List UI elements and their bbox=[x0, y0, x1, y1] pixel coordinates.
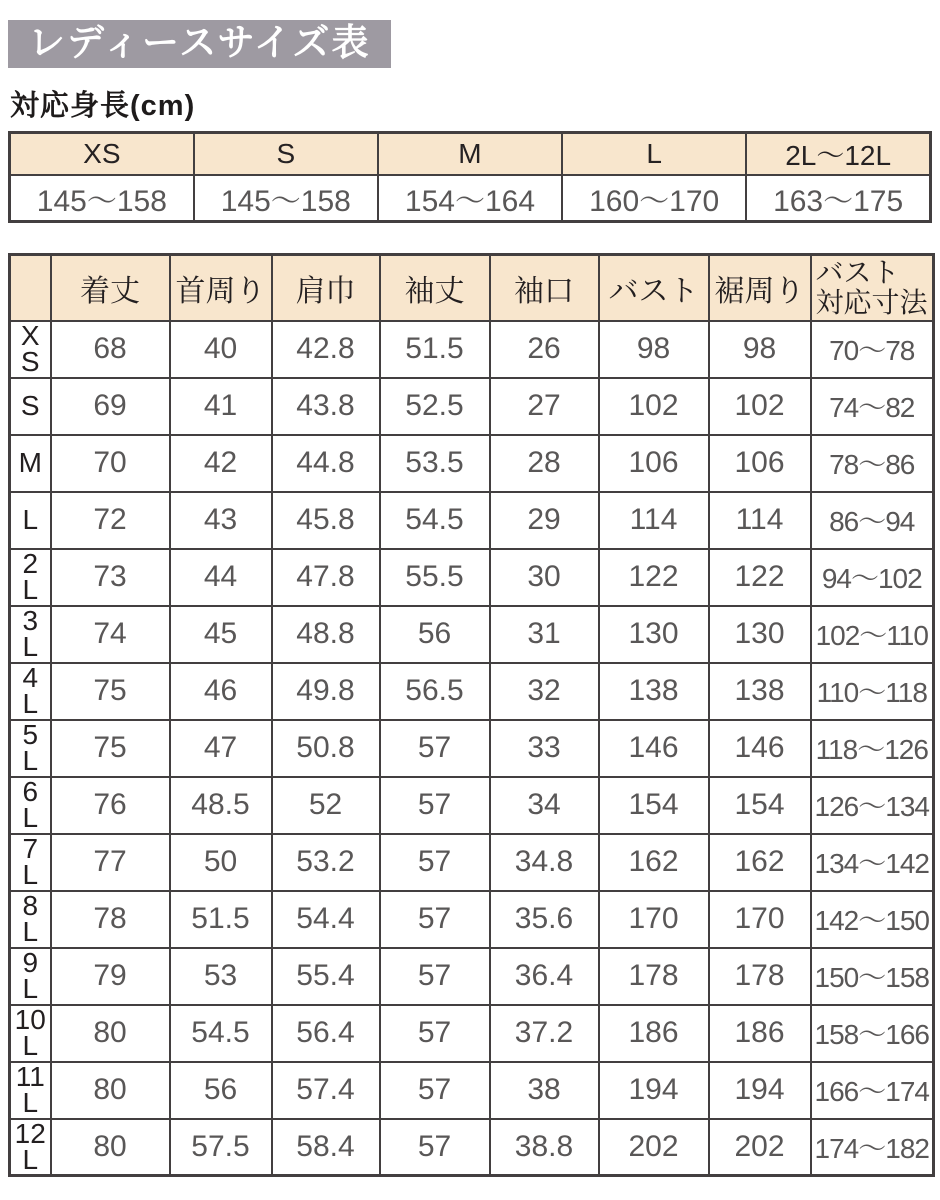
measure-cell: 54.4 bbox=[272, 891, 380, 948]
measure-cell: 138 bbox=[599, 663, 709, 720]
height-size-header: XS bbox=[10, 133, 194, 176]
measure-cell: 78 bbox=[51, 891, 170, 948]
size-label-line: S bbox=[20, 390, 40, 421]
measure-cell: 74 bbox=[51, 606, 170, 663]
measure-cell: 28 bbox=[490, 435, 599, 492]
size-row-label bbox=[10, 606, 51, 663]
measure-cell: 55.4 bbox=[272, 948, 380, 1005]
measure-cell: 77 bbox=[51, 834, 170, 891]
measure-cell: 79 bbox=[51, 948, 170, 1005]
measure-cell: 57 bbox=[380, 1005, 490, 1062]
measure-cell: 73 bbox=[51, 549, 170, 606]
height-range-cell: 145〜158 bbox=[194, 175, 378, 222]
measure-cell: 48.5 bbox=[170, 777, 272, 834]
measure-cell: 150〜158 bbox=[811, 948, 934, 1005]
measure-cell: 162 bbox=[599, 834, 709, 891]
measure-column-header: 首周り bbox=[170, 255, 272, 321]
size-row-label bbox=[10, 777, 51, 834]
size-row bbox=[10, 777, 934, 834]
size-label-line: 9 bbox=[22, 947, 39, 978]
measure-cell: 76 bbox=[51, 777, 170, 834]
size-row bbox=[10, 1119, 934, 1176]
size-row-label bbox=[10, 549, 51, 606]
measure-cell: 126〜134 bbox=[811, 777, 934, 834]
size-label-line: L bbox=[22, 802, 39, 833]
bust-range-column-header bbox=[811, 255, 934, 321]
size-table bbox=[8, 253, 935, 1177]
measure-cell: 170 bbox=[709, 891, 811, 948]
measure-cell: 57 bbox=[380, 777, 490, 834]
measure-cell: 178 bbox=[599, 948, 709, 1005]
size-table-header-row bbox=[10, 255, 934, 321]
measure-cell: 102〜110 bbox=[811, 606, 934, 663]
measure-cell: 32 bbox=[490, 663, 599, 720]
size-row-label bbox=[10, 948, 51, 1005]
measure-cell: 41 bbox=[170, 378, 272, 435]
size-row-label bbox=[10, 378, 51, 435]
bust-header-line: バスト bbox=[815, 256, 900, 288]
measure-cell: 80 bbox=[51, 1119, 170, 1176]
measure-cell: 56.4 bbox=[272, 1005, 380, 1062]
measure-cell: 146 bbox=[709, 720, 811, 777]
measure-cell: 72 bbox=[51, 492, 170, 549]
measure-cell: 55.5 bbox=[380, 549, 490, 606]
measure-cell: 29 bbox=[490, 492, 599, 549]
measure-cell: 56.5 bbox=[380, 663, 490, 720]
measure-cell: 52.5 bbox=[380, 378, 490, 435]
height-table-values-row bbox=[10, 175, 931, 222]
size-label-line: 3 bbox=[22, 605, 39, 636]
measure-cell: 44.8 bbox=[272, 435, 380, 492]
measure-cell: 54.5 bbox=[170, 1005, 272, 1062]
measure-cell: 154 bbox=[599, 777, 709, 834]
measure-cell: 53 bbox=[170, 948, 272, 1005]
measure-cell: 202 bbox=[709, 1119, 811, 1176]
size-label-line: 2 bbox=[22, 548, 39, 579]
size-label-line: M bbox=[18, 447, 42, 478]
measure-cell: 57 bbox=[380, 891, 490, 948]
size-label-line: L bbox=[22, 973, 39, 1004]
measure-cell: 102 bbox=[709, 378, 811, 435]
height-range-cell: 160〜170 bbox=[562, 175, 746, 222]
size-label-line: 5 bbox=[22, 719, 39, 750]
measure-cell: 57.4 bbox=[272, 1062, 380, 1119]
measure-column-header: 袖口 bbox=[490, 255, 599, 321]
size-row-label bbox=[10, 321, 51, 378]
measure-cell: 44 bbox=[170, 549, 272, 606]
measure-cell: 52 bbox=[272, 777, 380, 834]
size-row bbox=[10, 1005, 934, 1062]
size-row bbox=[10, 435, 934, 492]
measure-cell: 56 bbox=[380, 606, 490, 663]
measure-column-header: 着丈 bbox=[51, 255, 170, 321]
height-size-header: S bbox=[194, 133, 378, 176]
measure-cell: 106 bbox=[709, 435, 811, 492]
measure-cell: 68 bbox=[51, 321, 170, 378]
size-table-body bbox=[10, 321, 934, 1176]
measure-cell: 56 bbox=[170, 1062, 272, 1119]
measure-cell: 78〜86 bbox=[811, 435, 934, 492]
measure-cell: 154 bbox=[709, 777, 811, 834]
measure-cell: 110〜118 bbox=[811, 663, 934, 720]
measure-cell: 75 bbox=[51, 720, 170, 777]
measure-cell: 57 bbox=[380, 948, 490, 1005]
size-label-line: L bbox=[22, 1030, 39, 1061]
measure-cell: 102 bbox=[599, 378, 709, 435]
measure-cell: 174〜182 bbox=[811, 1119, 934, 1176]
measure-cell: 70 bbox=[51, 435, 170, 492]
size-row-label bbox=[10, 492, 51, 549]
measure-cell: 34.8 bbox=[490, 834, 599, 891]
measure-cell: 57.5 bbox=[170, 1119, 272, 1176]
page-title: レディースサイズ表 bbox=[8, 20, 391, 68]
measure-cell: 74〜82 bbox=[811, 378, 934, 435]
height-range-cell: 163〜175 bbox=[746, 175, 930, 222]
size-row bbox=[10, 720, 934, 777]
size-row-label bbox=[10, 1062, 51, 1119]
size-label-line: L bbox=[22, 1143, 39, 1175]
measure-cell: 30 bbox=[490, 549, 599, 606]
measure-cell: 186 bbox=[599, 1005, 709, 1062]
size-row bbox=[10, 1062, 934, 1119]
measure-cell: 34 bbox=[490, 777, 599, 834]
size-label-line: L bbox=[22, 504, 39, 535]
measure-cell: 138 bbox=[709, 663, 811, 720]
measure-cell: 170 bbox=[599, 891, 709, 948]
measure-cell: 50 bbox=[170, 834, 272, 891]
measure-cell: 38.8 bbox=[490, 1119, 599, 1176]
measure-cell: 162 bbox=[709, 834, 811, 891]
measure-cell: 45.8 bbox=[272, 492, 380, 549]
size-label-line: 7 bbox=[22, 833, 39, 864]
size-label-line: L bbox=[22, 745, 39, 776]
height-range-cell: 145〜158 bbox=[10, 175, 194, 222]
height-size-header: 2L〜12L bbox=[746, 133, 930, 176]
size-label-line: L bbox=[22, 574, 39, 605]
size-label-line: 11 bbox=[15, 1061, 45, 1092]
measure-cell: 31 bbox=[490, 606, 599, 663]
measure-cell: 75 bbox=[51, 663, 170, 720]
size-row bbox=[10, 834, 934, 891]
measure-cell: 94〜102 bbox=[811, 549, 934, 606]
height-range-cell: 154〜164 bbox=[378, 175, 562, 222]
measure-cell: 106 bbox=[599, 435, 709, 492]
measure-cell: 54.5 bbox=[380, 492, 490, 549]
size-label-line: 6 bbox=[22, 776, 39, 807]
measure-cell: 80 bbox=[51, 1062, 170, 1119]
measure-cell: 47 bbox=[170, 720, 272, 777]
size-label-line: L bbox=[22, 859, 39, 890]
measure-cell: 130 bbox=[709, 606, 811, 663]
measure-cell: 47.8 bbox=[272, 549, 380, 606]
size-row bbox=[10, 549, 934, 606]
measure-cell: 194 bbox=[709, 1062, 811, 1119]
size-label-line: L bbox=[22, 1087, 39, 1118]
measure-cell: 40 bbox=[170, 321, 272, 378]
measure-cell: 58.4 bbox=[272, 1119, 380, 1176]
measure-cell: 48.8 bbox=[272, 606, 380, 663]
height-size-header: M bbox=[378, 133, 562, 176]
measure-cell: 53.2 bbox=[272, 834, 380, 891]
measure-cell: 49.8 bbox=[272, 663, 380, 720]
measure-cell: 26 bbox=[490, 321, 599, 378]
height-size-header: L bbox=[562, 133, 746, 176]
measure-cell: 166〜174 bbox=[811, 1062, 934, 1119]
size-row bbox=[10, 891, 934, 948]
measure-cell: 53.5 bbox=[380, 435, 490, 492]
size-row bbox=[10, 378, 934, 435]
measure-cell: 80 bbox=[51, 1005, 170, 1062]
measure-column-header: 裾周り bbox=[709, 255, 811, 321]
measure-cell: 178 bbox=[709, 948, 811, 1005]
measure-cell: 57 bbox=[380, 720, 490, 777]
measure-cell: 194 bbox=[599, 1062, 709, 1119]
measure-cell: 98 bbox=[709, 321, 811, 378]
height-table bbox=[8, 131, 932, 223]
measure-cell: 33 bbox=[490, 720, 599, 777]
measure-cell: 70〜78 bbox=[811, 321, 934, 378]
size-row-label bbox=[10, 1005, 51, 1062]
measure-cell: 114 bbox=[599, 492, 709, 549]
size-label-line: S bbox=[20, 346, 40, 377]
measure-cell: 42.8 bbox=[272, 321, 380, 378]
size-row bbox=[10, 606, 934, 663]
measure-cell: 146 bbox=[599, 720, 709, 777]
size-row-label bbox=[10, 663, 51, 720]
measure-column-header: 肩巾 bbox=[272, 255, 380, 321]
measure-cell: 122 bbox=[599, 549, 709, 606]
size-label-line: L bbox=[22, 916, 39, 947]
measure-column-header: 袖丈 bbox=[380, 255, 490, 321]
measure-cell: 42 bbox=[170, 435, 272, 492]
measure-column-header: バスト bbox=[599, 255, 709, 321]
size-label-line: 12 bbox=[14, 1117, 46, 1149]
measure-cell: 118〜126 bbox=[811, 720, 934, 777]
bust-header-line: 対応寸法 bbox=[815, 286, 928, 318]
size-row bbox=[10, 948, 934, 1005]
measure-cell: 43.8 bbox=[272, 378, 380, 435]
size-row-label bbox=[10, 435, 51, 492]
size-label-line: L bbox=[22, 688, 39, 719]
size-row-label bbox=[10, 834, 51, 891]
measure-cell: 130 bbox=[599, 606, 709, 663]
measure-cell: 86〜94 bbox=[811, 492, 934, 549]
size-row-label bbox=[10, 720, 51, 777]
measure-cell: 142〜150 bbox=[811, 891, 934, 948]
measure-cell: 51.5 bbox=[170, 891, 272, 948]
measure-cell: 43 bbox=[170, 492, 272, 549]
corner-cell bbox=[10, 255, 51, 321]
measure-cell: 202 bbox=[599, 1119, 709, 1176]
measure-cell: 38 bbox=[490, 1062, 599, 1119]
size-row bbox=[10, 663, 934, 720]
measure-cell: 122 bbox=[709, 549, 811, 606]
measure-cell: 27 bbox=[490, 378, 599, 435]
size-row bbox=[10, 321, 934, 378]
size-row bbox=[10, 492, 934, 549]
height-section-heading: 対応身長(cm) bbox=[10, 90, 196, 122]
size-label-line: L bbox=[22, 631, 39, 662]
measure-cell: 114 bbox=[709, 492, 811, 549]
measure-cell: 51.5 bbox=[380, 321, 490, 378]
size-row-label bbox=[10, 891, 51, 948]
size-label-line: 8 bbox=[22, 890, 39, 921]
measure-cell: 57 bbox=[380, 834, 490, 891]
measure-cell: 186 bbox=[709, 1005, 811, 1062]
measure-cell: 45 bbox=[170, 606, 272, 663]
measure-cell: 35.6 bbox=[490, 891, 599, 948]
measure-cell: 37.2 bbox=[490, 1005, 599, 1062]
height-table-header-row bbox=[10, 133, 931, 176]
measure-cell: 98 bbox=[599, 321, 709, 378]
measure-cell: 69 bbox=[51, 378, 170, 435]
size-row-label bbox=[10, 1119, 51, 1176]
measure-cell: 46 bbox=[170, 663, 272, 720]
size-label-line: X bbox=[20, 320, 40, 351]
measure-cell: 57 bbox=[380, 1119, 490, 1176]
measure-cell: 158〜166 bbox=[811, 1005, 934, 1062]
measure-cell: 134〜142 bbox=[811, 834, 934, 891]
size-label-line: 4 bbox=[22, 662, 39, 693]
size-label-line: 10 bbox=[14, 1004, 46, 1035]
measure-cell: 57 bbox=[380, 1062, 490, 1119]
measure-cell: 50.8 bbox=[272, 720, 380, 777]
measure-cell: 36.4 bbox=[490, 948, 599, 1005]
